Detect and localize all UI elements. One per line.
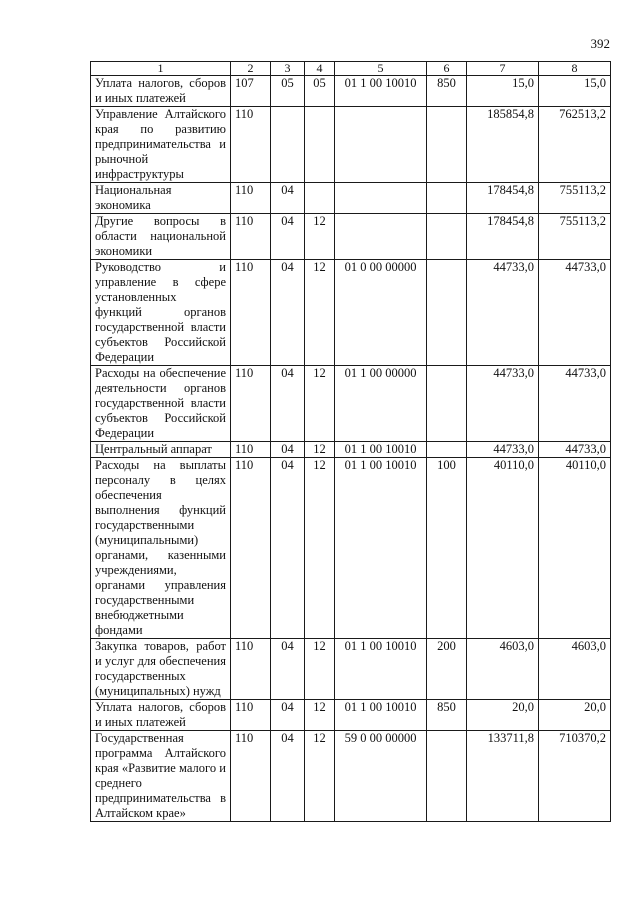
amount-col8-cell: 755113,2: [539, 183, 611, 214]
subsection-cell: 12: [305, 442, 335, 458]
table-row: [91, 214, 611, 260]
amount-col8-cell: 762513,2: [539, 107, 611, 183]
amount-col7-cell: 44733,0: [467, 260, 539, 366]
row-name-cell: Закупка товаров, работ и услуг для обеспечения государственных (муниципальных) нужд: [91, 639, 231, 700]
table-row: [91, 639, 611, 700]
section-cell: 04: [271, 700, 305, 731]
admin-code-cell: 110: [231, 639, 271, 700]
expense-type-cell: [427, 107, 467, 183]
amount-col7-cell: 178454,8: [467, 214, 539, 260]
budget-table: [90, 61, 611, 822]
header-cell-7: 7: [467, 62, 539, 76]
subsection-cell: 12: [305, 458, 335, 639]
expense-type-cell: 850: [427, 700, 467, 731]
amount-col7-cell: 178454,8: [467, 183, 539, 214]
amount-col7-cell: 20,0: [467, 700, 539, 731]
admin-code-cell: 110: [231, 442, 271, 458]
header-cell-5: 5: [335, 62, 427, 76]
row-name-cell: Уплата налогов, сборов и иных платежей: [91, 76, 231, 107]
admin-code-cell: 110: [231, 366, 271, 442]
admin-code-cell: 107: [231, 76, 271, 107]
page-number: 392: [590, 36, 610, 51]
subsection-cell: 12: [305, 260, 335, 366]
header-cell-8: 8: [539, 62, 611, 76]
target-article-cell: [335, 183, 427, 214]
section-cell: 04: [271, 214, 305, 260]
target-article-cell: 01 1 00 10010: [335, 442, 427, 458]
amount-col8-cell: 44733,0: [539, 366, 611, 442]
admin-code-cell: 110: [231, 183, 271, 214]
target-article-cell: 01 0 00 00000: [335, 260, 427, 366]
table-row: [91, 366, 611, 442]
target-article-cell: 59 0 00 00000: [335, 731, 427, 822]
expense-type-cell: [427, 731, 467, 822]
table-row: [91, 458, 611, 639]
target-article-cell: [335, 107, 427, 183]
subsection-cell: [305, 183, 335, 214]
admin-code-cell: 110: [231, 458, 271, 639]
row-name-cell: Расходы на обеспечение деятельности органов государственной власти субъектов Российской Федерации: [91, 366, 231, 442]
expense-type-cell: [427, 183, 467, 214]
row-name-cell: Управление Алтайского края по развитию предпринимательства и рыночной инфраструктуры: [91, 107, 231, 183]
target-article-cell: 01 1 00 10010: [335, 639, 427, 700]
expense-type-cell: [427, 260, 467, 366]
target-article-cell: 01 1 00 00000: [335, 366, 427, 442]
amount-col7-cell: 15,0: [467, 76, 539, 107]
header-cell-2: 2: [231, 62, 271, 76]
amount-col8-cell: 20,0: [539, 700, 611, 731]
table-row: [91, 107, 611, 183]
row-name-cell: Центральный аппарат: [91, 442, 231, 458]
row-name-cell: Уплата налогов, сборов и иных платежей: [91, 700, 231, 731]
amount-col8-cell: 755113,2: [539, 214, 611, 260]
admin-code-cell: 110: [231, 260, 271, 366]
header-cell-1: 1: [91, 62, 231, 76]
subsection-cell: 12: [305, 700, 335, 731]
amount-col8-cell: 44733,0: [539, 260, 611, 366]
admin-code-cell: 110: [231, 731, 271, 822]
expense-type-cell: [427, 214, 467, 260]
table-row: [91, 700, 611, 731]
amount-col8-cell: 4603,0: [539, 639, 611, 700]
amount-col8-cell: 44733,0: [539, 442, 611, 458]
expense-type-cell: 100: [427, 458, 467, 639]
amount-col8-cell: 710370,2: [539, 731, 611, 822]
section-cell: [271, 107, 305, 183]
section-cell: 05: [271, 76, 305, 107]
section-cell: 04: [271, 442, 305, 458]
expense-type-cell: [427, 366, 467, 442]
amount-col8-cell: 15,0: [539, 76, 611, 107]
table-row: [91, 76, 611, 107]
amount-col7-cell: 133711,8: [467, 731, 539, 822]
subsection-cell: [305, 107, 335, 183]
header-cell-4: 4: [305, 62, 335, 76]
subsection-cell: 12: [305, 731, 335, 822]
amount-col7-cell: 44733,0: [467, 366, 539, 442]
target-article-cell: 01 1 00 10010: [335, 76, 427, 107]
table-header-row: [91, 62, 611, 76]
amount-col8-cell: 40110,0: [539, 458, 611, 639]
header-cell-3: 3: [271, 62, 305, 76]
expense-type-cell: [427, 442, 467, 458]
amount-col7-cell: 44733,0: [467, 442, 539, 458]
table-row: [91, 260, 611, 366]
expense-type-cell: 850: [427, 76, 467, 107]
section-cell: 04: [271, 260, 305, 366]
admin-code-cell: 110: [231, 700, 271, 731]
header-cell-6: 6: [427, 62, 467, 76]
subsection-cell: 12: [305, 639, 335, 700]
amount-col7-cell: 185854,8: [467, 107, 539, 183]
section-cell: 04: [271, 731, 305, 822]
section-cell: 04: [271, 639, 305, 700]
section-cell: 04: [271, 458, 305, 639]
row-name-cell: Национальная экономика: [91, 183, 231, 214]
subsection-cell: 12: [305, 366, 335, 442]
section-cell: 04: [271, 183, 305, 214]
target-article-cell: 01 1 00 10010: [335, 458, 427, 639]
row-name-cell: Государственная программа Алтайского края «Развитие малого и среднего предпринимательства в Алтайском крае»: [91, 731, 231, 822]
row-name-cell: Расходы на выплаты персоналу в целях обеспечения выполнения функций государственными (муниципальными) органами, казенными учреждениями, органами управления государственными внебюджетными фондами: [91, 458, 231, 639]
section-cell: 04: [271, 366, 305, 442]
table-row: [91, 442, 611, 458]
target-article-cell: 01 1 00 10010: [335, 700, 427, 731]
subsection-cell: 12: [305, 214, 335, 260]
table-row: [91, 183, 611, 214]
target-article-cell: [335, 214, 427, 260]
expense-type-cell: 200: [427, 639, 467, 700]
row-name-cell: Руководство и управление в сфере установленных функций органов государственной власти субъектов Российской Федерации: [91, 260, 231, 366]
row-name-cell: Другие вопросы в области национальной экономики: [91, 214, 231, 260]
amount-col7-cell: 40110,0: [467, 458, 539, 639]
admin-code-cell: 110: [231, 214, 271, 260]
subsection-cell: 05: [305, 76, 335, 107]
table-row: [91, 731, 611, 822]
amount-col7-cell: 4603,0: [467, 639, 539, 700]
admin-code-cell: 110: [231, 107, 271, 183]
